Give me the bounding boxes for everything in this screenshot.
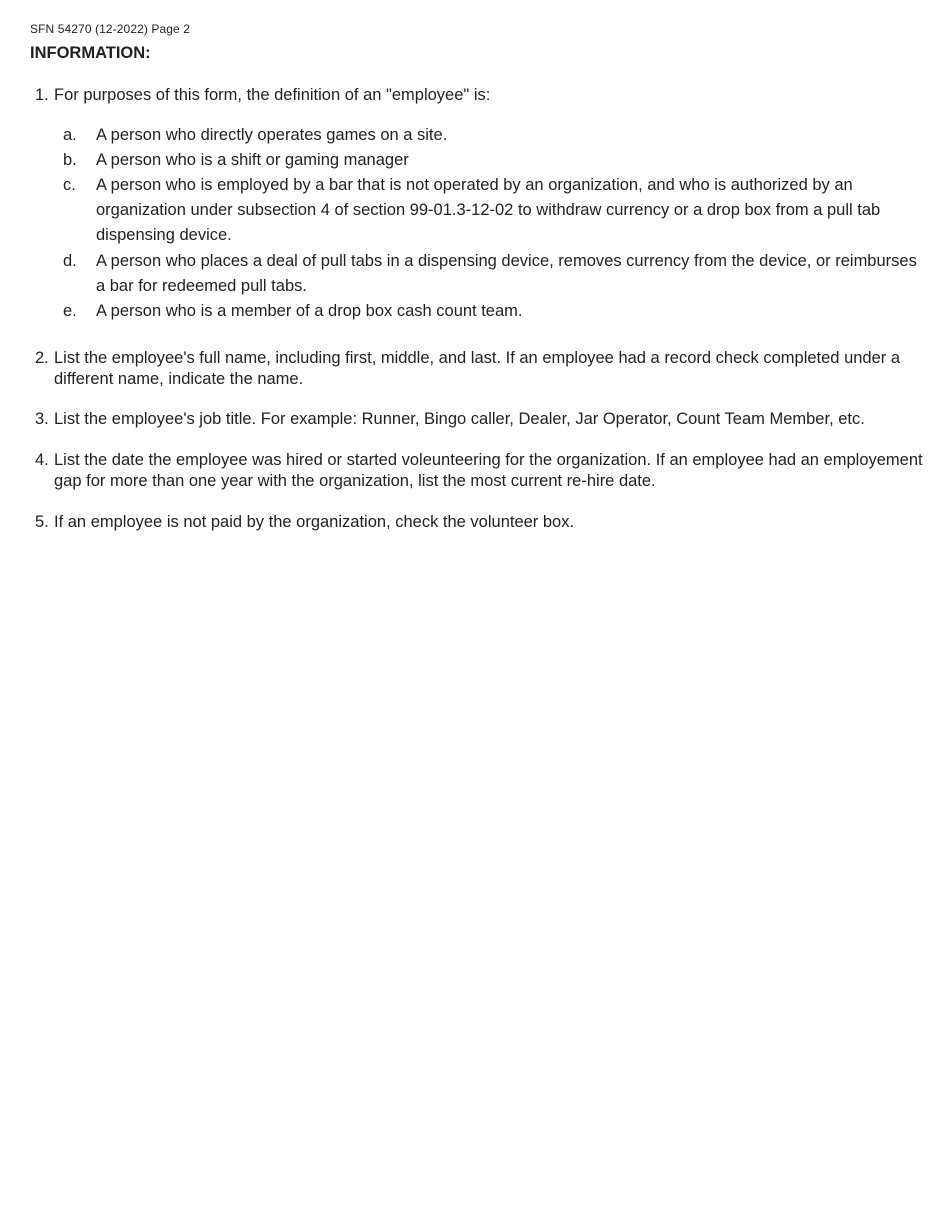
subitem-text: A person who is employed by a bar that is not operated by an organization, and who is authorized by an organization under subsection 4 of section 99-01.3-12-02 to withdraw currency or a drop box from a pull tab dispensing device. xyxy=(96,176,881,244)
definition-subitem-c xyxy=(63,173,923,248)
item-text: If an employee is not paid by the organization, check the volunteer box. xyxy=(54,513,575,531)
definition-subitem-a xyxy=(63,123,923,148)
subitem-text: A person who places a deal of pull tabs in a dispensing device, removes currency from the device, or reimburses a bar for redeemed pull tabs. xyxy=(96,252,917,295)
subitem-letter: b. xyxy=(63,151,77,169)
instruction-item-2 xyxy=(35,348,925,390)
definition-subitem-d xyxy=(63,249,923,299)
subitem-text: A person who directly operates games on a site. xyxy=(96,126,448,144)
subitem-letter: c. xyxy=(63,176,76,194)
instruction-item-4 xyxy=(35,450,925,492)
section-title: INFORMATION: xyxy=(30,44,151,62)
instruction-item-3 xyxy=(35,409,925,430)
subitem-text: A person who is a shift or gaming manager xyxy=(96,151,409,169)
item-text: List the employee's job title. For example: Runner, Bingo caller, Dealer, Jar Operator, Count Team Member, etc. xyxy=(54,410,865,428)
subitem-letter: d. xyxy=(63,252,77,270)
instruction-item-1 xyxy=(35,85,925,106)
item-text: List the employee's full name, including first, middle, and last. If an employee had a record check completed under a different name, indicate the name. xyxy=(54,349,901,388)
subitem-text: A person who is a member of a drop box cash count team. xyxy=(96,302,523,320)
item-text: For purposes of this form, the definition of an "employee" is: xyxy=(54,86,491,104)
definition-subitem-e xyxy=(63,299,923,324)
item-number: 5. xyxy=(35,513,49,531)
item-number: 3. xyxy=(35,410,49,428)
instruction-item-5 xyxy=(35,512,925,533)
item-number: 2. xyxy=(35,349,49,367)
item-number: 4. xyxy=(35,451,49,469)
item-number: 1. xyxy=(35,86,49,104)
item-text: List the date the employee was hired or started voleunteering for the organization. If an employee had an employement gap for more than one year with the organization, list the most current re-hire date. xyxy=(54,451,923,490)
subitem-letter: a. xyxy=(63,126,77,144)
form-page-header: SFN 54270 (12-2022) Page 2 xyxy=(30,22,191,36)
subitem-letter: e. xyxy=(63,302,77,320)
definition-subitem-b xyxy=(63,148,923,173)
